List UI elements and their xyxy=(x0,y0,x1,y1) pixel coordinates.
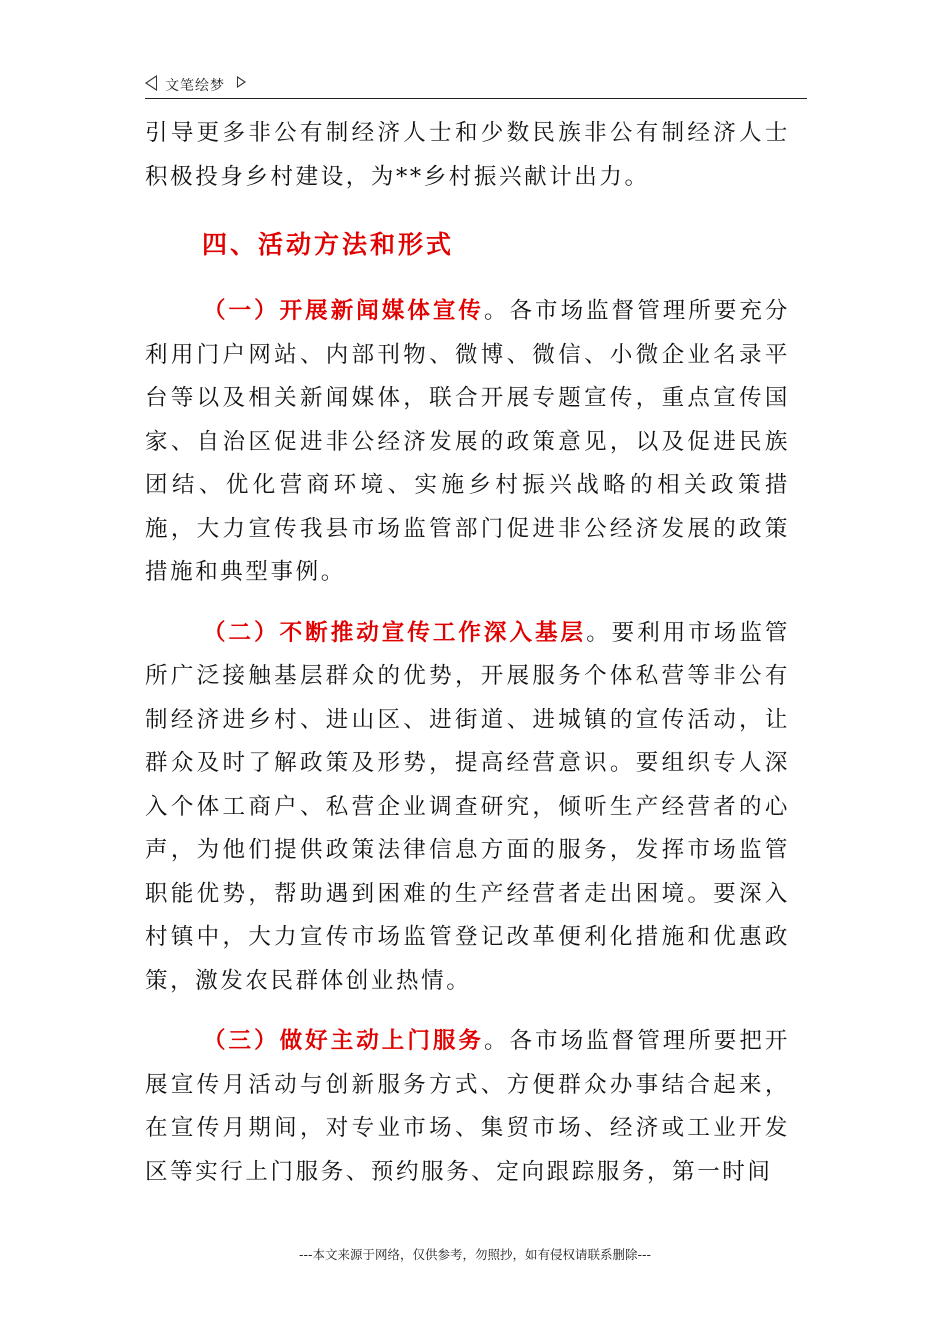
item-1-heading: （一）开展新闻媒体宣传 xyxy=(203,298,484,324)
page-header xyxy=(145,72,807,99)
item-3-heading: （三）做好主动上门服务 xyxy=(203,1028,484,1054)
item-2-text: 。要利用市场监管所广泛接触基层群众的优势，开展服务个体私营等非公有制经济进乡村、进山区、进街道、进城镇的宣传活动，让群众及时了解政策及形势，提高经营意识。要组织专人深入个体工商户、私营企业调查研究，倾听生产经营者的心声，为他们提供政策法律信息方面的服务，发挥市场监管职能优势，帮助遇到困难的生产经营者走出困境。要深入村镇中，大力宣传市场监管登记改革便利化措施和优惠政策，激发农民群体创业热情。 xyxy=(145,619,790,994)
continuation-paragraph: 引导更多非公有制经济人士和少数民族非公有制经济人士积极投身乡村建设，为**乡村振兴献计出力。 xyxy=(145,120,790,190)
document-body xyxy=(145,112,790,1211)
item-1-text: 。各市场监督管理所要充分利用门户网站、内部刊物、微博、微信、小微企业名录平台等以及相关新闻媒体，联合开展专题宣传，重点宣传国家、自治区促进非公经济发展的政策意见，以及促进民族团结、优化营商环境、实施乡村振兴战略的相关政策措施，大力宣传我县市场监管部门促进非公经济发展的政策措施和典型事例。 xyxy=(145,298,790,585)
item-3-text: 。各市场监督管理所要把开展宣传月活动与创新服务方式、方便群众办事结合起来，在宣传月期间，对专业市场、集贸市场、经济或工业开发区等实行上门服务、预约服务、定向跟踪服务，第一时间 xyxy=(145,1028,790,1185)
right-triangle-icon xyxy=(237,76,246,88)
paragraph-item-1 xyxy=(145,290,790,595)
paragraph-item-3 xyxy=(145,1020,790,1194)
footer-notice: ---本文来源于网络，仅供参考，勿照抄，如有侵权请联系删除--- xyxy=(298,1247,652,1262)
item-2-heading: （二）不断推动宣传工作深入基层 xyxy=(203,619,587,646)
paragraph-item-2 xyxy=(145,612,790,1004)
header-brand: 文笔绘梦 xyxy=(165,78,225,94)
section-heading: 四、活动方法和形式 xyxy=(202,230,455,259)
left-triangle-icon xyxy=(145,75,157,91)
